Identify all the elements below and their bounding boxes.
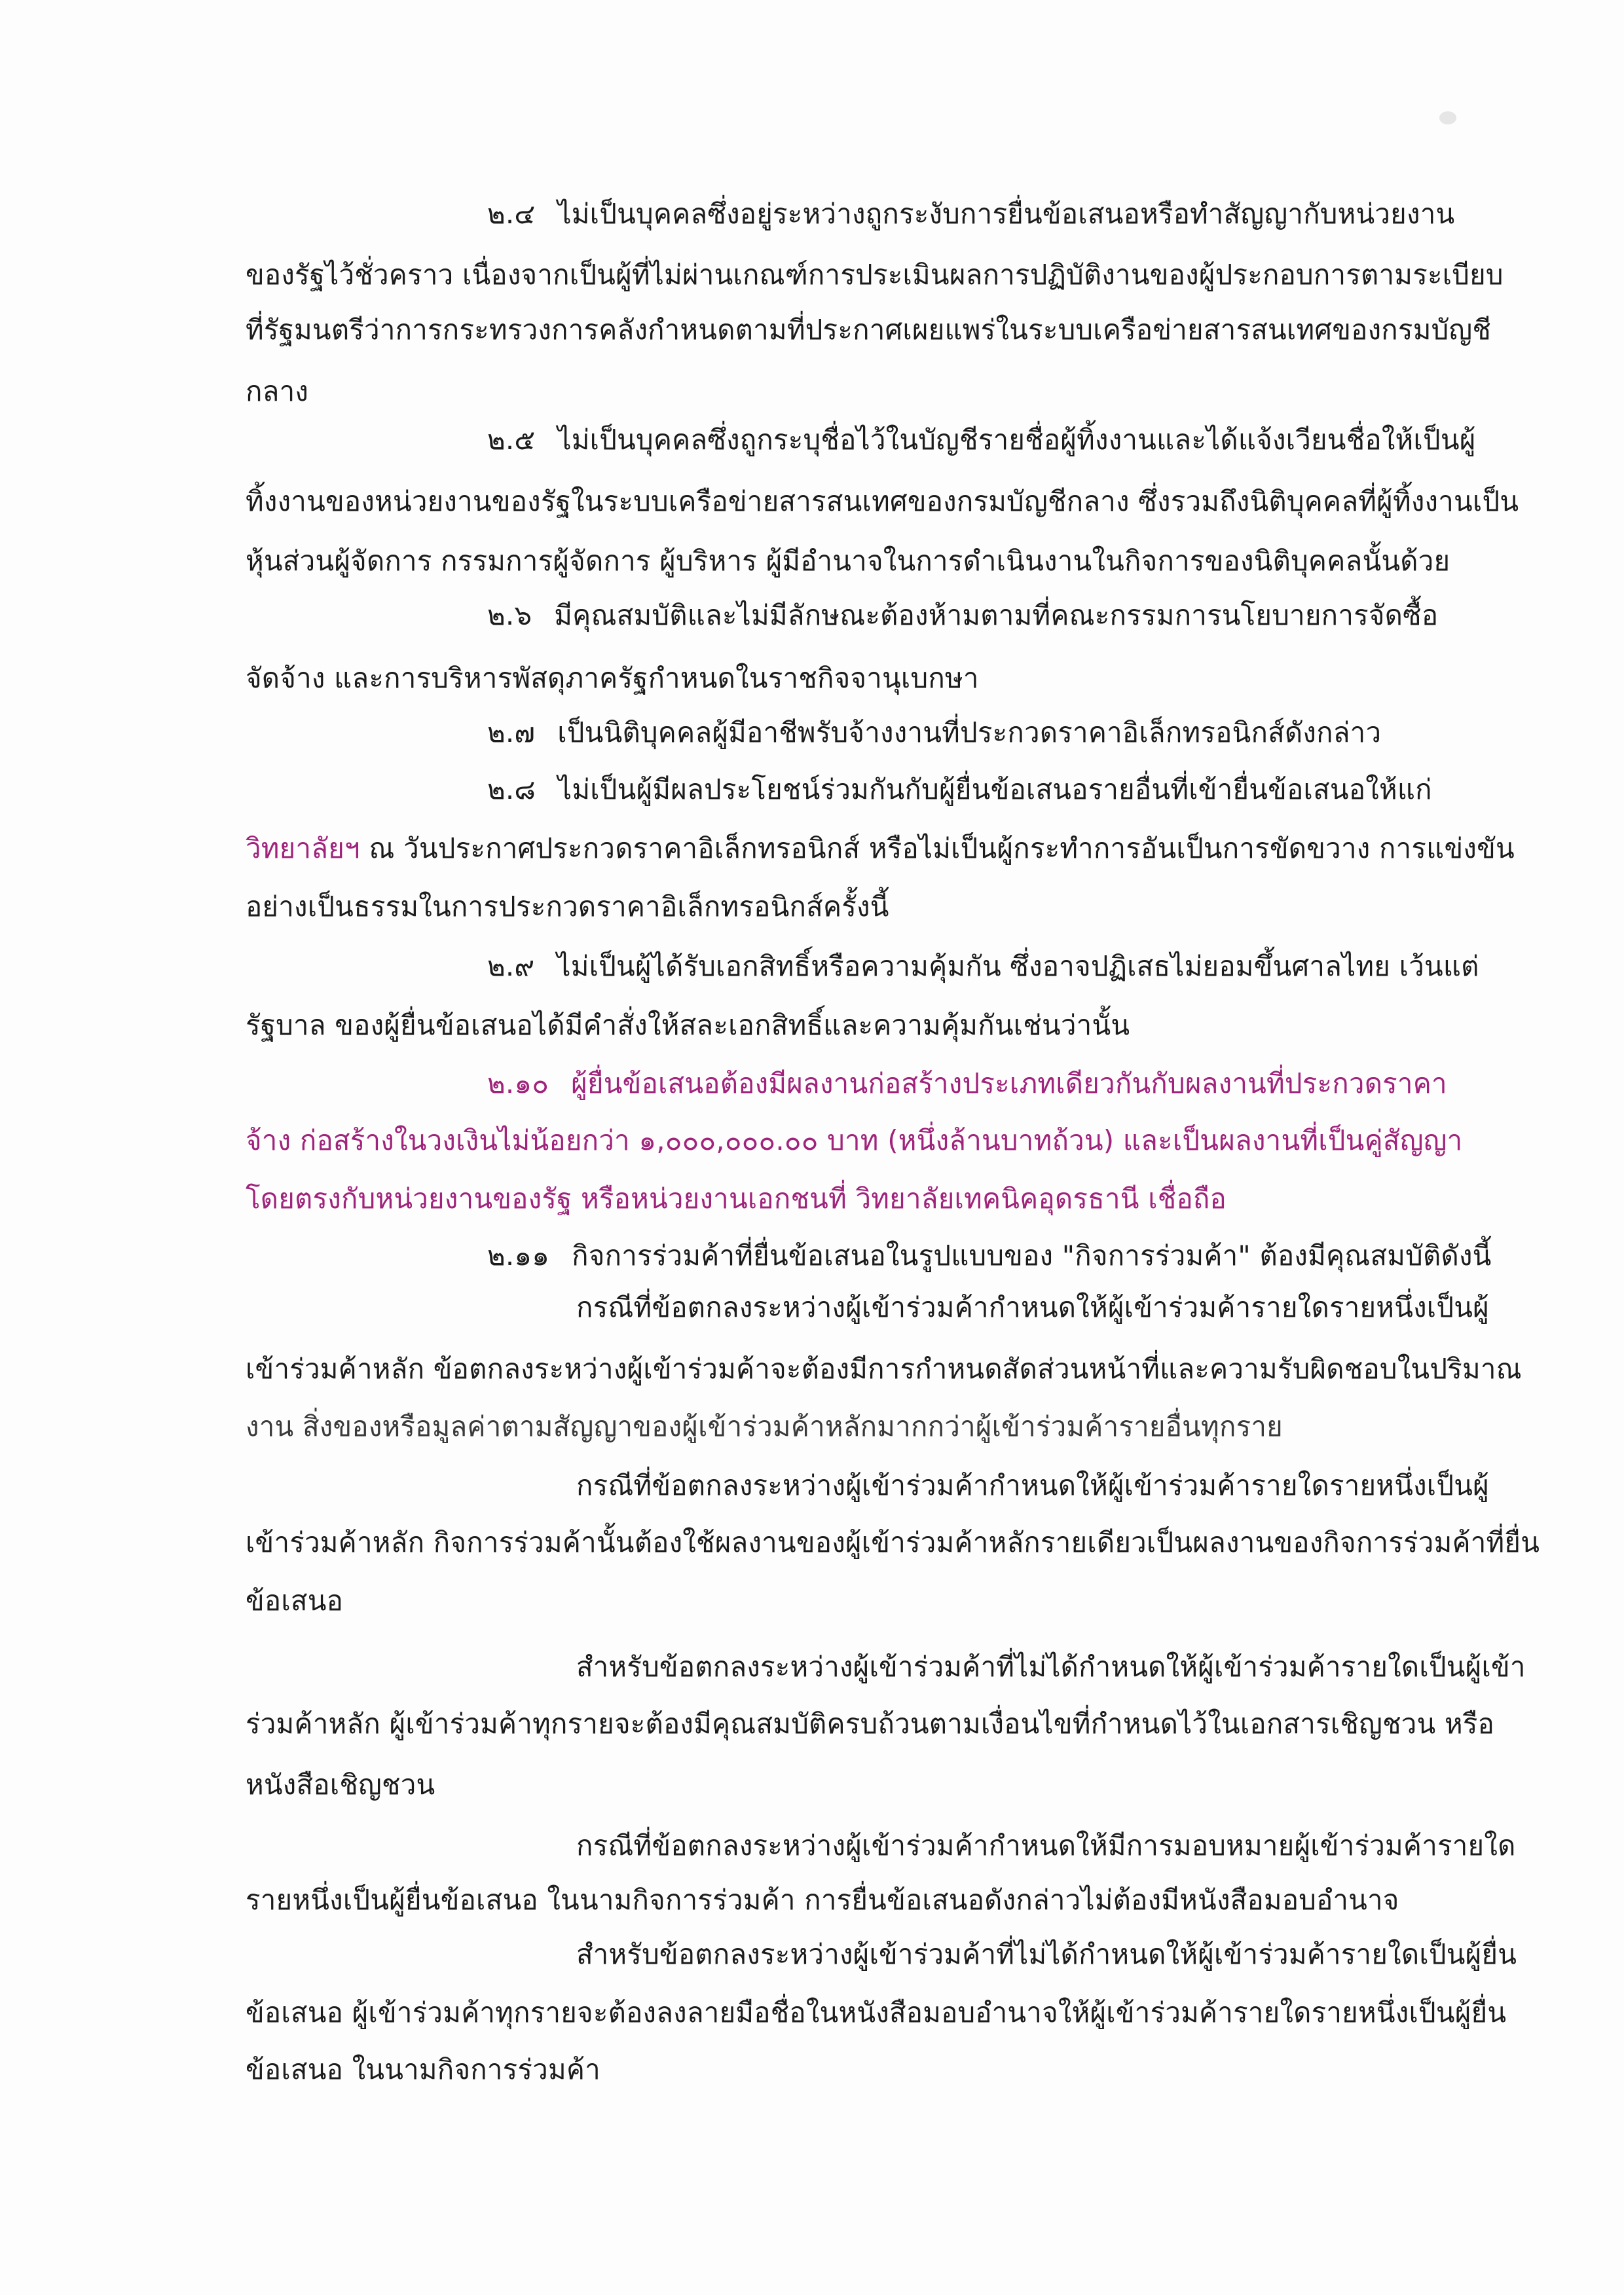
paragraph-3-line-1: สำหรับข้อตกลงระหว่างผู้เข้าร่วมค้าที่ไม่ได้กำหนดให้ผู้เข้าร่วมค้ารายใดเป็นผู้เข้า xyxy=(576,1651,1526,1683)
scan-mark xyxy=(1439,111,1456,124)
section-number: ๒.๑๐ xyxy=(487,1067,549,1099)
paragraph-2-line-2: เข้าร่วมค้าหลัก กิจการร่วมค้านั้นต้องใช้ผลงานของผู้เข้าร่วมค้าหลักรายเดียวเป็นผลงานของกิจการร่วมค้าที่ยื่น xyxy=(246,1526,1540,1558)
section-2-7-line-1 xyxy=(487,713,1381,752)
section-number: ๒.๔ xyxy=(487,198,536,230)
section-text: มีคุณสมบัติและไม่มีลักษณะต้องห้ามตามที่คณะกรรมการนโยบายการจัดซื้อ xyxy=(554,599,1439,631)
section-2-4-line-3: ที่รัฐมนตรีว่าการกระทรวงการคลังกำหนดตามที่ประกาศเผยแพร่ในระบบเครือข่ายสารสนเทศของกรมบัญชี xyxy=(246,314,1492,346)
section-2-11-line-1 xyxy=(487,1236,1492,1276)
section-2-4-line-1 xyxy=(487,194,1454,234)
section-text: ไม่เป็นบุคคลซึ่งถูกระบุชื่อไว้ในบัญชีรายชื่อผู้ทิ้งงานและได้แจ้งเวียนชื่อให้เป็นผู้ xyxy=(557,424,1476,456)
section-2-5-line-3: หุ้นส่วนผู้จัดการ กรรมการผู้จัดการ ผู้บริหาร ผู้มีอำนาจในการดำเนินงานในกิจการของนิติบุคคลนั้นด้วย xyxy=(246,545,1450,577)
section-2-10-line-1 xyxy=(487,1064,1447,1103)
section-text: กิจการร่วมค้าที่ยื่นข้อเสนอในรูปแบบของ "กิจการร่วมค้า" ต้องมีคุณสมบัติดังนี้ xyxy=(572,1239,1492,1272)
section-text: ไม่เป็นผู้ได้รับเอกสิทธิ์หรือความคุ้มกัน ซึ่งอาจปฏิเสธไม่ยอมขึ้นศาลไทย เว้นแต่ xyxy=(557,950,1479,982)
paragraph-1-line-1: กรณีที่ข้อตกลงระหว่างผู้เข้าร่วมค้ากำหนดให้ผู้เข้าร่วมค้ารายใดรายหนึ่งเป็นผู้ xyxy=(576,1291,1489,1323)
section-2-10-line-3: โดยตรงกับหน่วยงานของรัฐ หรือหน่วยงานเอกชนที่ วิทยาลัยเทคนิคอุดรธานี เชื่อถือ xyxy=(246,1183,1227,1215)
paragraph-4-line-2: รายหนึ่งเป็นผู้ยื่นข้อเสนอ ในนามกิจการร่วมค้า การยื่นข้อเสนอดังกล่าวไม่ต้องมีหนังสือมอบอำนาจ xyxy=(246,1884,1399,1916)
section-text: เป็นนิติบุคคลผู้มีอาชีพรับจ้างงานที่ประกวดราคาอิเล็กทรอนิกส์ดังกล่าว xyxy=(557,716,1382,748)
section-2-6-line-1 xyxy=(487,596,1438,635)
section-2-6-line-2: จัดจ้าง และการบริหารพัสดุภาครัฐกำหนดในราชกิจจานุเบกษา xyxy=(246,662,979,694)
section-text: ไม่เป็นผู้มีผลประโยชน์ร่วมกันกับผู้ยื่นข้อเสนอรายอื่นที่เข้ายื่นข้อเสนอให้แก่ xyxy=(558,773,1432,805)
section-text: ผู้ยื่นข้อเสนอต้องมีผลงานก่อสร้างประเภทเดียวกันกับผลงานที่ประกวดราคา xyxy=(571,1067,1447,1099)
paragraph-2-line-1: กรณีที่ข้อตกลงระหว่างผู้เข้าร่วมค้ากำหนดให้ผู้เข้าร่วมค้ารายใดรายหนึ่งเป็นผู้ xyxy=(576,1469,1489,1501)
section-2-8-line-1 xyxy=(487,770,1432,809)
paragraph-5-line-3: ข้อเสนอ ในนามกิจการร่วมค้า xyxy=(246,2053,600,2085)
section-text: ณ วันประกาศประกวดราคาอิเล็กทรอนิกส์ หรือไม่เป็นผู้กระทำการอันเป็นการขัดขวาง การแข่งขัน xyxy=(369,832,1515,864)
section-2-8-line-2 xyxy=(246,829,1515,868)
paragraph-2-line-3: ข้อเสนอ xyxy=(246,1585,344,1617)
section-number: ๒.๖ xyxy=(487,599,532,631)
section-2-4-line-4: กลาง xyxy=(246,375,309,407)
section-text: ไม่เป็นบุคคลซึ่งอยู่ระหว่างถูกระงับการยื่นข้อเสนอหรือทำสัญญากับหน่วยงาน xyxy=(557,198,1455,230)
section-2-9-line-2: รัฐบาล ของผู้ยื่นข้อเสนอได้มีคำสั่งให้สละเอกสิทธิ์และความคุ้มกันเช่นว่านั้น xyxy=(246,1009,1130,1041)
section-number: ๒.๘ xyxy=(487,773,536,805)
section-number: ๒.๗ xyxy=(487,716,536,748)
paragraph-3-line-2: ร่วมค้าหลัก ผู้เข้าร่วมค้าทุกรายจะต้องมีคุณสมบัติครบถ้วนตามเงื่อนไขที่กำหนดไว้ในเอกสารเชิญชวน หรือ xyxy=(246,1708,1495,1740)
section-2-10-line-2: จ้าง ก่อสร้างในวงเงินไม่น้อยกว่า ๑,๐๐๐,๐๐๐.๐๐ บาท (หนึ่งล้านบาทถ้วน) และเป็นผลงานที่เป็นคู่สัญญา xyxy=(246,1124,1463,1156)
paragraph-3-line-3: หนังสือเชิญชวน xyxy=(246,1769,435,1801)
section-2-4-line-2: ของรัฐไว้ชั่วคราว เนื่องจากเป็นผู้ที่ไม่ผ่านเกณฑ์การประเมินผลการปฏิบัติงานของผู้ประกอบการตามระเบียบ xyxy=(246,259,1504,291)
section-2-5-line-1 xyxy=(487,420,1476,460)
section-2-9-line-1 xyxy=(487,947,1479,986)
college-highlight: วิทยาลัยฯ xyxy=(246,832,360,864)
section-2-8-line-3: อย่างเป็นธรรมในการประกวดราคาอิเล็กทรอนิกส์ครั้งนี้ xyxy=(246,890,889,923)
section-number: ๒.๑๑ xyxy=(487,1239,550,1272)
section-2-5-line-2: ทิ้งงานของหน่วยงานของรัฐในระบบเครือข่ายสารสนเทศของกรมบัญชีกลาง ซึ่งรวมถึงนิติบุคคลที่ผู้ทิ้งงานเป็น xyxy=(246,485,1519,517)
section-number: ๒.๙ xyxy=(487,950,535,982)
paragraph-4-line-1: กรณีที่ข้อตกลงระหว่างผู้เข้าร่วมค้ากำหนดให้มีการมอบหมายผู้เข้าร่วมค้ารายใด xyxy=(576,1829,1516,1862)
paragraph-1-line-2: เข้าร่วมค้าหลัก ข้อตกลงระหว่างผู้เข้าร่วมค้าจะต้องมีการกำหนดสัดส่วนหน้าที่และความรับผิดชอบในปริมาณ xyxy=(246,1353,1522,1385)
section-number: ๒.๕ xyxy=(487,424,536,456)
paragraph-5-line-1: สำหรับข้อตกลงระหว่างผู้เข้าร่วมค้าที่ไม่ได้กำหนดให้ผู้เข้าร่วมค้ารายใดเป็นผู้ยื่น xyxy=(576,1938,1517,1970)
paragraph-1-line-3: งาน สิ่งของหรือมูลค่าตามสัญญาของผู้เข้าร่วมค้าหลักมากกว่าผู้เข้าร่วมค้ารายอื่นทุกราย xyxy=(246,1410,1283,1442)
paragraph-5-line-2: ข้อเสนอ ผู้เข้าร่วมค้าทุกรายจะต้องลงลายมือชื่อในหนังสือมอบอำนาจให้ผู้เข้าร่วมค้ารายใดรายหนึ่งเป็นผู้ยื่น xyxy=(246,1996,1507,2029)
